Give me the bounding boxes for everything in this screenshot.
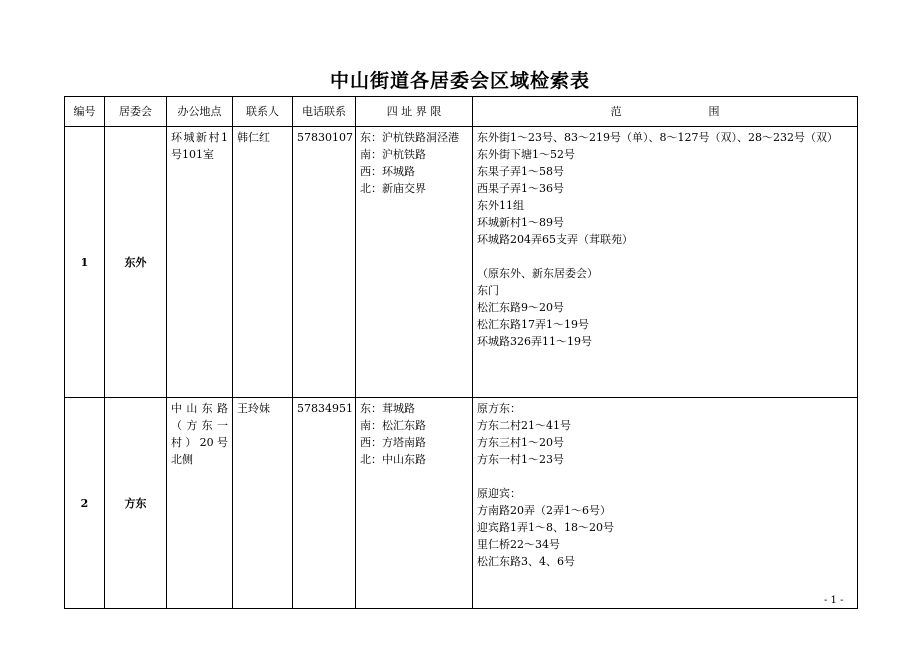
range-line: 东外街1～23号、83～219号（单）、8～127号（双）、28～232号（双） [477, 131, 838, 144]
range-line: 环城路326弄11～19号 [477, 335, 592, 348]
header-num: 编号 [65, 97, 105, 127]
range-spacer [477, 248, 853, 265]
bound-line: 西：方塔南路 [360, 436, 426, 449]
row-contact: 王玲妹 [233, 398, 293, 609]
header-office: 办公地点 [167, 97, 233, 127]
bound-line: 东：沪杭铁路洞泾港 [360, 131, 459, 144]
range-line: 环城新村1～89号 [477, 216, 564, 229]
range-line: 松汇东路17弄1～19号 [477, 318, 589, 331]
range-spacer [477, 468, 853, 485]
table-row [65, 398, 858, 609]
bound-line: 东：茸城路 [360, 402, 415, 415]
row-phone: 57834951 [293, 398, 356, 609]
range-line: 原方东： [477, 402, 521, 415]
row-office: 中山东路（方东一村）20号北侧 [167, 398, 233, 609]
range-line: 方南路20弄（2弄1～6号） [477, 504, 611, 517]
row-range [473, 398, 858, 609]
row-bounds [356, 127, 473, 398]
header-phone: 电话联系 [293, 97, 356, 127]
range-line: 方东三村1～20号 [477, 436, 564, 449]
row-committee: 东外 [105, 127, 167, 398]
range-line: 松汇东路3、4、6号 [477, 555, 575, 568]
header-committee: 居委会 [105, 97, 167, 127]
range-line: 里仁桥22～34号 [477, 538, 560, 551]
header-range: 范 围 [473, 97, 858, 127]
row-bounds [356, 398, 473, 609]
row-contact: 韩仁红 [233, 127, 293, 398]
row-range [473, 127, 858, 398]
row-phone: 57830107 [293, 127, 356, 398]
range-line: 东外街下塘1～52号 [477, 148, 575, 161]
bound-line: 西：环城路 [360, 165, 415, 178]
bound-line: 北：中山东路 [360, 453, 426, 466]
range-line: （原东外、新东居委会） [477, 267, 598, 280]
page-number: - 1 - [824, 595, 844, 606]
header-contact: 联系人 [233, 97, 293, 127]
row-num: 2 [65, 398, 105, 609]
range-line: 松汇东路9～20号 [477, 301, 564, 314]
range-line: 环城路204弄65支弄（茸联苑） [477, 233, 633, 246]
range-line: 东门 [477, 284, 499, 297]
range-line: 东外11组 [477, 199, 524, 212]
bound-line: 南：松汇东路 [360, 419, 426, 432]
range-line: 西果子弄1～36号 [477, 182, 564, 195]
range-line: 原迎宾： [477, 487, 521, 500]
header-row [65, 97, 858, 127]
row-committee: 方东 [105, 398, 167, 609]
row-num: 1 [65, 127, 105, 398]
committee-table [64, 96, 858, 609]
range-line: 迎宾路1弄1～8、18～20号 [477, 521, 614, 534]
row-office: 环城新村1号101室 [167, 127, 233, 398]
page-title: 中山街道各居委会区域检索表 [329, 70, 590, 92]
range-line: 方东二村21～41号 [477, 419, 571, 432]
table-row [65, 127, 858, 398]
range-line: 东果子弄1～58号 [477, 165, 564, 178]
bound-line: 北：新庙交界 [360, 182, 426, 195]
bound-line: 南：沪杭铁路 [360, 148, 426, 161]
range-line: 方东一村1～23号 [477, 453, 564, 466]
header-bounds: 四 址 界 限 [356, 97, 473, 127]
